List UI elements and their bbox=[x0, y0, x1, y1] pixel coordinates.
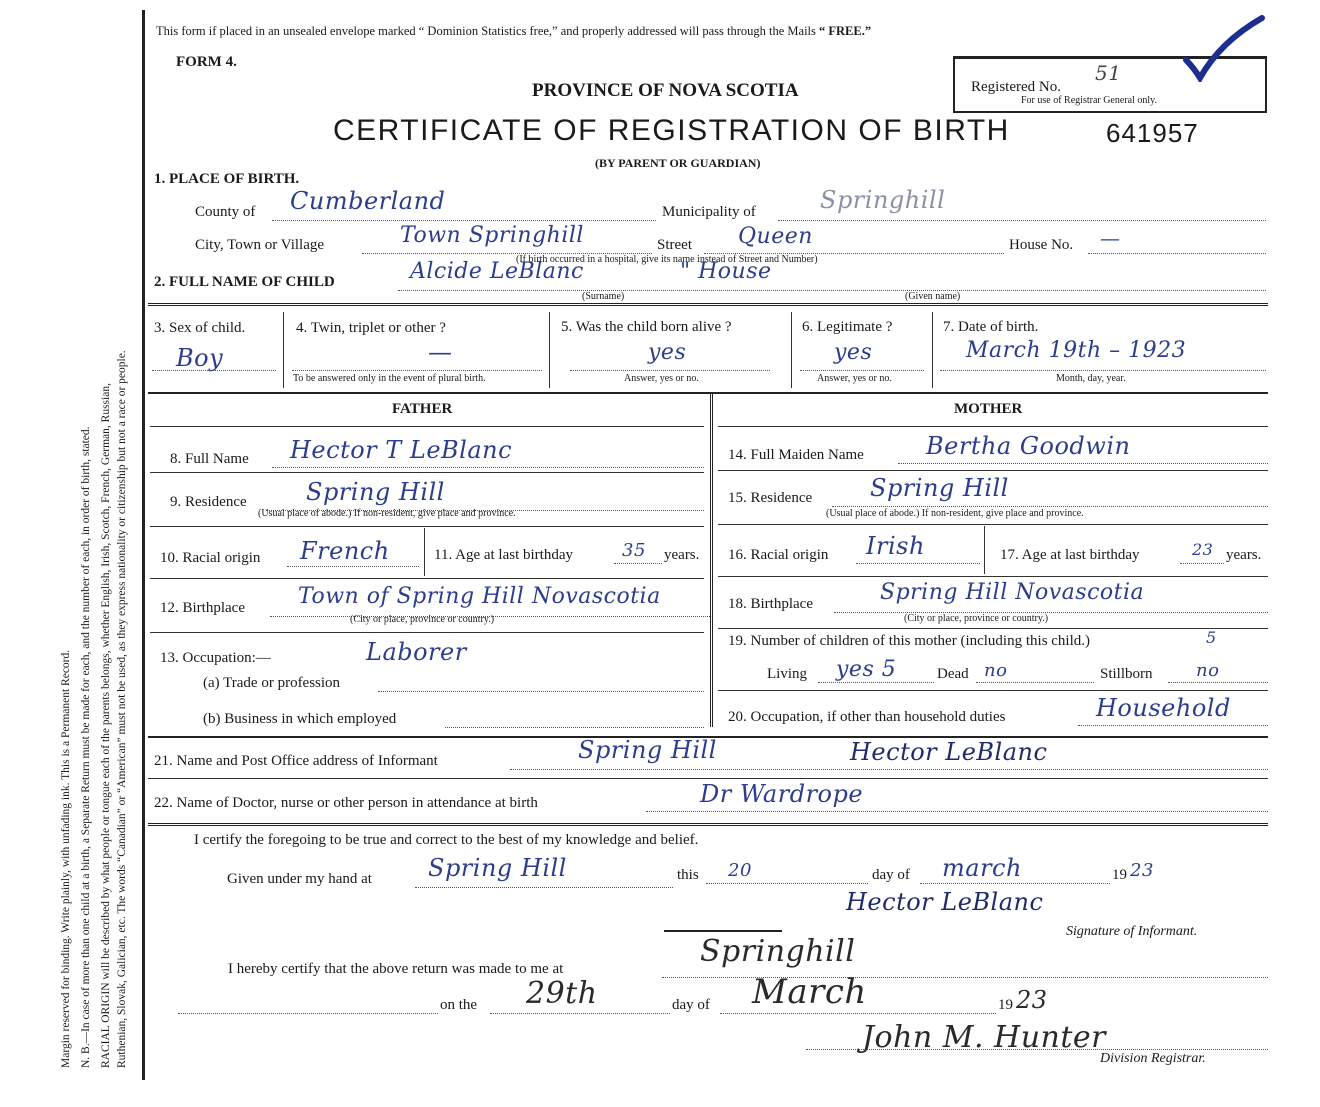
side-note-racial-2: Ruthenian, Slovak, Galician, etc. The words “Canadian” or “American” must not be used, as they express nationality or citizenship but not a race or people. bbox=[116, 350, 128, 1068]
given-under-label: Given under my hand at bbox=[227, 871, 372, 887]
margin-rule bbox=[142, 10, 145, 1080]
informant-label: 21. Name and Post Office address of Informant bbox=[154, 753, 438, 769]
division-registrar-caption: Division Registrar. bbox=[1100, 1051, 1206, 1066]
certify-day: 20 bbox=[728, 860, 752, 881]
certify-month: march bbox=[942, 854, 1022, 882]
father-age-label: 11. Age at last birthday bbox=[434, 547, 573, 563]
child-given-name: " House bbox=[680, 259, 772, 284]
mother-occupation-label: 20. Occupation, if other than household duties bbox=[728, 709, 1006, 725]
children-count: 5 bbox=[1206, 628, 1217, 647]
legitimate-label: 6. Legitimate ? bbox=[802, 319, 893, 335]
registrar-year-prefix: 19 bbox=[998, 997, 1013, 1013]
mother-racial-label: 16. Racial origin bbox=[728, 547, 829, 563]
mother-residence-note: (Usual place of abode.) If non-resident, give place and province. bbox=[826, 508, 1084, 519]
stillborn-label: Stillborn bbox=[1100, 666, 1153, 682]
father-age: 35 bbox=[622, 540, 646, 561]
legitimate-value: yes bbox=[834, 340, 873, 365]
mother-racial: Irish bbox=[866, 532, 925, 560]
father-name: Hector T LeBlanc bbox=[290, 436, 513, 464]
city-label: City, Town or Village bbox=[195, 237, 325, 253]
street-value: Queen bbox=[738, 224, 813, 249]
signature-caption: Signature of Informant. bbox=[1066, 924, 1198, 939]
child-name-label: 2. FULL NAME OF CHILD bbox=[154, 274, 335, 290]
sex-label: 3. Sex of child. bbox=[154, 320, 246, 336]
mother-age-label: 17. Age at last birthday bbox=[1000, 547, 1140, 563]
certify-year: 23 bbox=[1130, 860, 1154, 881]
surname-caption: (Surname) bbox=[582, 291, 625, 302]
mail-free-text: “ FREE.” bbox=[819, 24, 872, 38]
dead-value: no bbox=[984, 660, 1008, 681]
father-birthplace-label: 12. Birthplace bbox=[160, 600, 245, 616]
father-name-label: 8. Full Name bbox=[170, 451, 249, 467]
father-birthplace: Town of Spring Hill Novascotia bbox=[298, 584, 661, 609]
day-of-label: day of bbox=[872, 867, 910, 883]
registrar-day: 29th bbox=[526, 976, 598, 1011]
registrar-note: For use of Registrar General only. bbox=[1021, 95, 1157, 106]
father-birthplace-note: (City or place, province or country.) bbox=[350, 614, 495, 625]
informant-place: Spring Hill bbox=[578, 736, 717, 764]
mother-heading: MOTHER bbox=[954, 401, 1023, 417]
living-value: yes 5 bbox=[836, 657, 897, 682]
page-title: CERTIFICATE OF REGISTRATION OF BIRTH bbox=[333, 114, 1010, 147]
informant-name: Hector LeBlanc bbox=[850, 738, 1048, 766]
informant-signature: Hector LeBlanc bbox=[846, 888, 1044, 916]
mother-residence: Spring Hill bbox=[870, 474, 1009, 502]
house-label: House No. bbox=[1009, 237, 1074, 253]
twin-value: — bbox=[428, 338, 453, 366]
county-value: Cumberland bbox=[290, 187, 446, 215]
side-note-nb: N. B.—In case of more than one child at a birth, a Separate Return must be made for each, and the number of each, in order of birth, stated. bbox=[80, 426, 92, 1068]
father-residence: Spring Hill bbox=[306, 478, 445, 506]
mother-name-label: 14. Full Maiden Name bbox=[728, 447, 864, 463]
father-occupation: Laborer bbox=[366, 638, 467, 666]
municipality-label: Municipality of bbox=[662, 204, 756, 220]
children-count-label: 19. Number of children of this mother (including this child.) bbox=[728, 633, 1091, 649]
subtitle: (BY PARENT OR GUARDIAN) bbox=[595, 156, 761, 170]
legitimate-note: Answer, yes or no. bbox=[817, 373, 892, 384]
certify-text: I certify the foregoing to be true and correct to the best of my knowledge and belief. bbox=[194, 832, 699, 848]
house-value: — bbox=[1100, 226, 1121, 250]
street-label: Street bbox=[657, 237, 692, 253]
mother-occupation: Household bbox=[1096, 694, 1231, 722]
mother-name: Bertha Goodwin bbox=[926, 432, 1131, 460]
mother-age: 23 bbox=[1192, 540, 1214, 559]
city-value: Town Springhill bbox=[400, 223, 584, 248]
registrar-signature: John M. Hunter bbox=[862, 1020, 1107, 1055]
checkmark-icon bbox=[1180, 12, 1270, 82]
stillborn-value: no bbox=[1196, 660, 1220, 681]
on-the-label: on the bbox=[440, 997, 478, 1013]
given-place: Spring Hill bbox=[428, 854, 567, 882]
mother-birthplace: Spring Hill Novascotia bbox=[880, 580, 1145, 605]
father-residence-label: 9. Residence bbox=[170, 494, 247, 510]
province-heading: PROVINCE OF NOVA SCOTIA bbox=[532, 80, 799, 101]
dob-note: Month, day, year. bbox=[1056, 373, 1126, 384]
alive-value: yes bbox=[648, 340, 687, 365]
certificate-number: 641957 bbox=[1106, 118, 1199, 148]
mail-notice bbox=[156, 24, 871, 39]
certify-year-prefix: 19 bbox=[1112, 867, 1127, 883]
registrar-day-of-label: day of bbox=[672, 997, 710, 1013]
place-heading: 1. PLACE OF BIRTH. bbox=[154, 171, 300, 187]
mother-birthplace-note: (City or place, province or country.) bbox=[904, 613, 1049, 624]
trade-label: (a) Trade or profession bbox=[203, 675, 341, 691]
dob-label: 7. Date of birth. bbox=[943, 319, 1039, 335]
sex-value: Boy bbox=[176, 344, 224, 372]
father-years: years. bbox=[664, 547, 700, 563]
alive-note: Answer, yes or no. bbox=[624, 373, 699, 384]
registrar-month: March bbox=[752, 972, 867, 1012]
registrar-text: I hereby certify that the above return was made to me at bbox=[228, 961, 564, 977]
hospital-note: (If birth occurred in a hospital, give its name instead of Street and Number) bbox=[516, 254, 818, 265]
side-note-binding: Margin reserved for binding. Write plainly, with unfading ink. This is a Permanent Record. bbox=[60, 649, 72, 1068]
dob-value: March 19th – 1923 bbox=[966, 338, 1187, 363]
mother-residence-label: 15. Residence bbox=[728, 490, 813, 506]
twin-note: To be answered only in the event of plural birth. bbox=[293, 373, 486, 384]
given-caption: (Given name) bbox=[905, 291, 961, 302]
dead-label: Dead bbox=[937, 666, 969, 682]
father-racial-label: 10. Racial origin bbox=[160, 550, 261, 566]
registrar-year: 23 bbox=[1016, 986, 1048, 1014]
living-label: Living bbox=[767, 666, 807, 682]
mail-notice-text: This form if placed in an unsealed envelope marked “ Dominion Statistics free,” and properly addressed will pass through the Mails bbox=[156, 24, 816, 38]
county-label: County of bbox=[195, 204, 256, 220]
doctor-label: 22. Name of Doctor, nurse or other person in attendance at birth bbox=[154, 795, 538, 811]
father-racial: French bbox=[300, 537, 390, 565]
alive-label: 5. Was the child born alive ? bbox=[561, 319, 732, 335]
registrar-place: Springhill bbox=[700, 934, 856, 969]
municipality-value: Springhill bbox=[820, 186, 946, 214]
twin-label: 4. Twin, triplet or other ? bbox=[296, 320, 446, 336]
side-note-racial-1: RACIAL ORIGIN will be described by what people or tongue each of the parents belongs, whether English, Irish, Scotch, French, German, Russian, bbox=[100, 383, 112, 1068]
child-surname: Alcide LeBlanc bbox=[410, 259, 584, 284]
this-label: this bbox=[677, 867, 699, 883]
father-heading: FATHER bbox=[392, 401, 453, 417]
registered-number: 51 bbox=[1095, 61, 1122, 85]
mother-birthplace-label: 18. Birthplace bbox=[728, 596, 813, 612]
father-residence-note: (Usual place of abode.) If non-resident, give place and province. bbox=[258, 508, 516, 519]
business-label: (b) Business in which employed bbox=[203, 711, 397, 727]
doctor-value: Dr Wardrope bbox=[700, 780, 864, 808]
father-occupation-label: 13. Occupation:— bbox=[160, 650, 271, 666]
mother-years: years. bbox=[1226, 547, 1262, 563]
registered-label: Registered No. bbox=[971, 79, 1061, 95]
form-number: FORM 4. bbox=[176, 54, 237, 70]
